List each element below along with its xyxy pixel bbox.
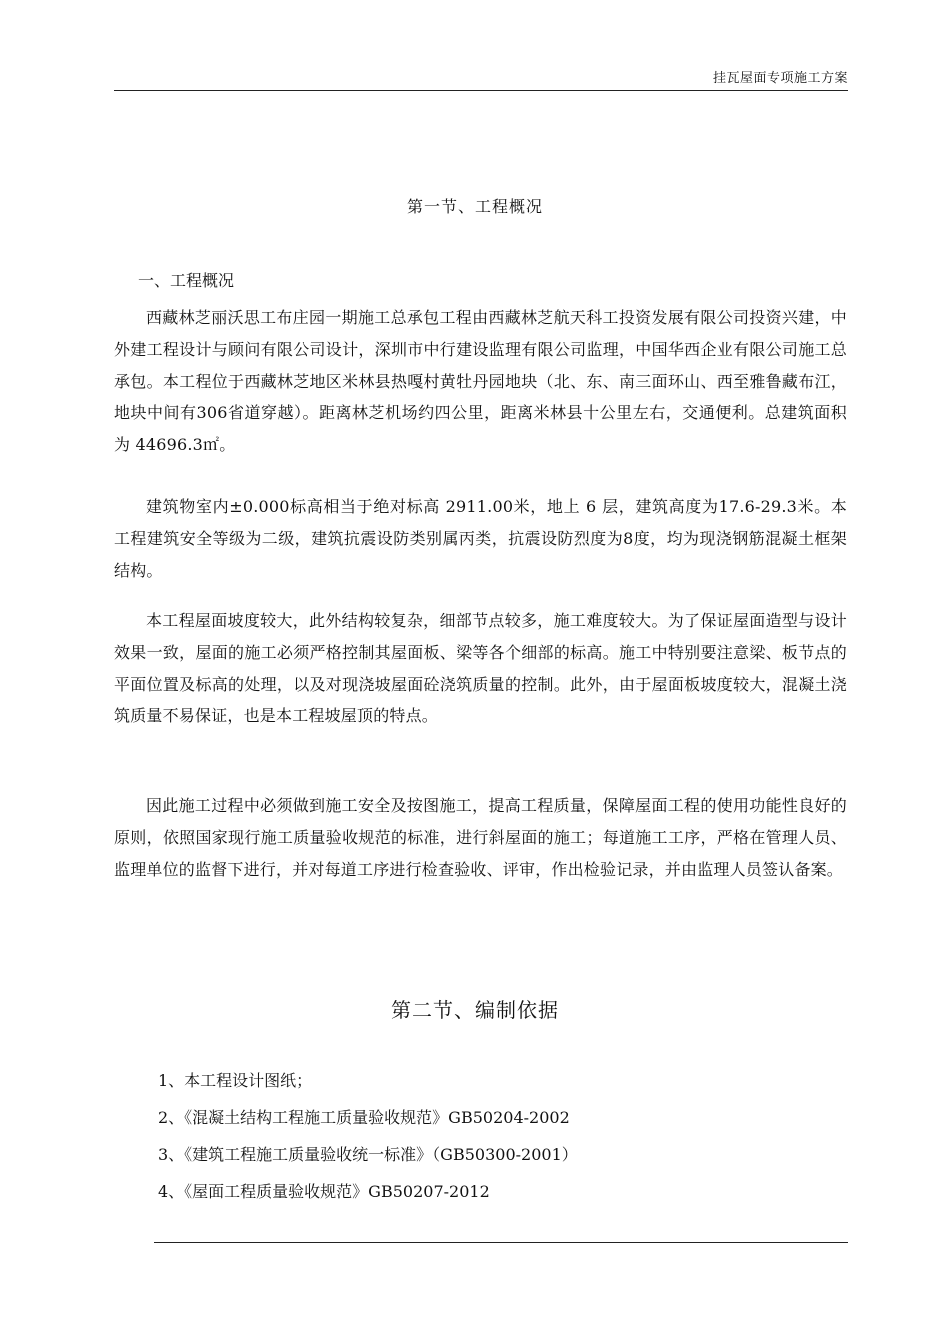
section-1-subheading: 一、工程概况 [138,271,235,290]
paragraph-text: 西藏林芝丽沃思工布庄园一期施工总承包工程由西藏林芝航天科工投资发展有限公司投资兴建，中外建工程设计与顾问有限公司设计，深圳市中行建设监理有限公司监理，中国华西企业有限公司施工总承包。本工程位于西藏林芝地区米林县热嘎村黄牡丹园地块（北、东、南三面环山、西至雅鲁藏布江，地块中间有306省道穿越）。距离林芝机场约四公里，距离米林县十公里左右，交通便利。总建筑面积为 44696.3㎡。 [114,308,847,455]
paragraph-text: 本工程屋面坡度较大，此外结构较复杂，细部节点较多，施工难度较大。为了保证屋面造型与设计效果一致，屋面的施工必须严格控制其屋面板、梁等各个细部的标高。施工中特别要注意梁、板节点的平面位置及标高的处理，以及对现浇坡屋面砼浇筑质量的控制。此外，由于屋面板坡度较大，混凝土浇筑质量不易保证，也是本工程坡屋顶的特点。 [114,611,847,726]
paragraph-text: 因此施工过程中必须做到施工安全及按图施工，提高工程质量，保障屋面工程的使用功能性良好的原则，依照国家现行施工质量验收规范的标准，进行斜屋面的施工；每道施工工序，严格在管理人员、监理单位的监督下进行，并对每道工序进行检查验收、评审，作出检验记录，并由监理人员签认备案。 [114,796,847,879]
list-item: 2、《混凝土结构工程施工质量验收规范》GB50204-2002 [158,1108,570,1127]
list-item: 3、《建筑工程施工质量验收统一标准》（GB50300-2001） [158,1145,578,1164]
paragraph-project-overview [114,302,847,461]
paragraph-text: 建筑物室内±0.000标高相当于绝对标高 2911.00米，地上 6 层，建筑高度为17.6-29.3米。本工程建筑安全等级为二级，建筑抗震设防类别属丙类，抗震设防烈度为8度，均为现浇钢筋混凝土框架结构。 [114,497,847,580]
paragraph-building-elevation [114,491,847,586]
list-item: 4、《屋面工程质量验收规范》GB50207-2012 [158,1182,490,1201]
footer-divider [154,1242,848,1243]
section-2-title: 第二节、编制依据 [391,998,559,1022]
header-divider [114,90,848,91]
section-1-title: 第一节、工程概况 [406,197,543,216]
basis-list [158,1070,578,1218]
list-item: 1、本工程设计图纸； [158,1071,313,1090]
paragraph-roof-characteristics [114,605,847,732]
paragraph-construction-principles [114,790,847,885]
document-header-title: 挂瓦屋面专项施工方案 [712,71,848,86]
